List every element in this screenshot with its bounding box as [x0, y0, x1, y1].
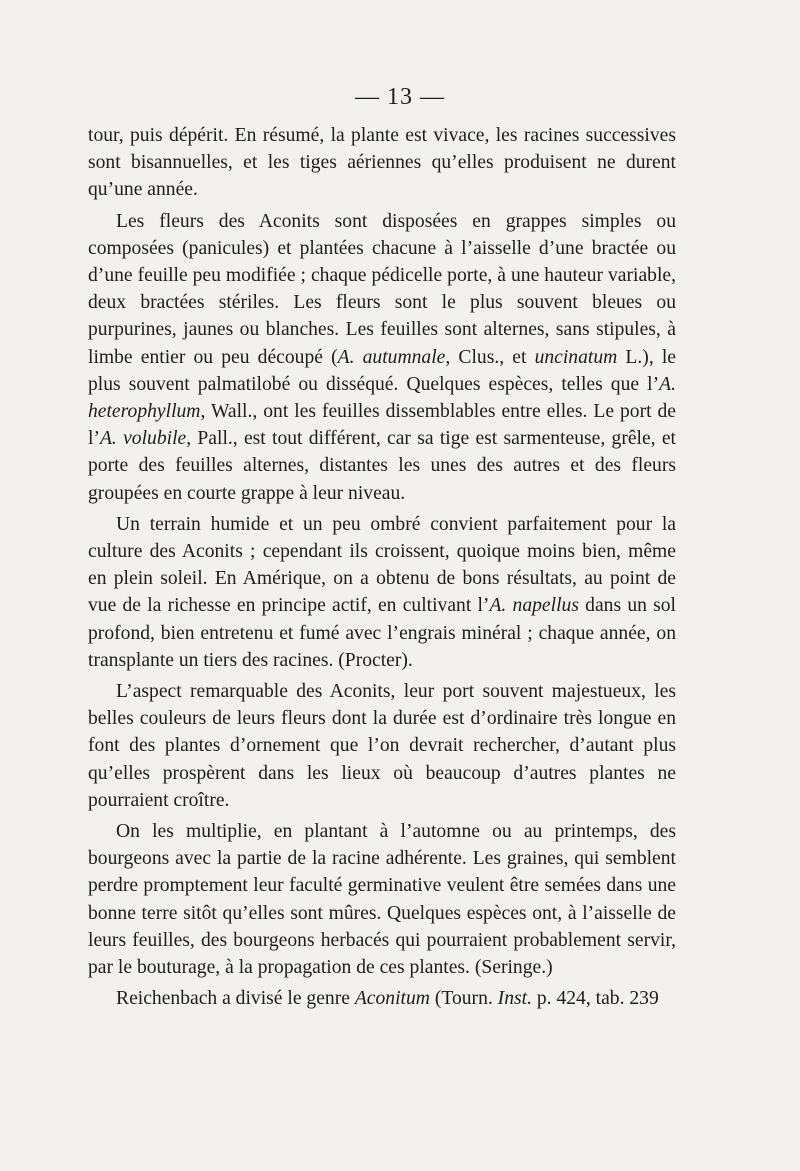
text-run: tour, puis dépérit. En résumé, la plante est vivace, les racines successives sont bisannuelles, et les tiges aériennes qu’elles produisent ne durent qu’une année. [88, 125, 676, 201]
text-run: p. 424, tab. 239 [531, 988, 659, 1010]
text-run: , Clus., et [445, 346, 535, 368]
page-number: — 13 — [355, 84, 445, 110]
italic-text: A. autumnale [337, 346, 446, 368]
text-run: L’aspect remarquable des Aconits, leur port souvent majestueux, les belles couleurs de leurs fleurs dont la durée est d’ordinaire très longue en font des plantes d’ornement que l’on devrait rechercher, d’autant plus qu’elles prospèrent dans les lieux où beaucoup d’autres plantes ne pourraient croître. [88, 681, 676, 811]
text-run: Les fleurs des Aconits sont disposées en grappes simples ou composées (panicules) et plantées chacune à l’aisselle d’une bractée ou d’une feuille peu modifiée ; chaque pédicelle porte, à une hauteur variable, deux bractées stériles. Les fleurs sont le plus souvent bleues ou purpurines, jaunes ou blanches. Les feuilles sont alternes, sans stipules, à limbe entier ou peu découpé ( [88, 210, 676, 368]
text-run: Un terrain humide et un peu ombré convient parfaitement pour la culture des Aconits ; cependant ils croissent, quoique moins bien, même en plein soleil. En Amérique, on a obtenu de bons résultats, au point de vue de la richesse en principe actif, en cultivant l’ [88, 513, 676, 617]
text-run: On les multiplie, en plantant à l’automne ou au printemps, des bourgeons avec la partie de la racine adhérente. Les graines, qui semblent perdre promptement leur faculté germinative veulent être semées dans une bonne terre sitôt qu’elles sont mûres. Quelques espèces ont, à l’aisselle de leurs feuilles, des bourgeons herbacés qui pourraient probablement servir, par le bouturage, à la propagation de ces plantes. (Seringe.) [88, 821, 676, 979]
text-run: Reichenbach a divisé le genre [116, 988, 355, 1010]
paragraph [88, 678, 676, 814]
text-run: , Pall., est tout différent, car sa tige est sarmenteuse, grêle, et porte des feuilles alternes, distantes les unes des autres et des fleurs groupées en courte grappe à leur niveau. [88, 428, 676, 504]
paragraph [88, 985, 676, 1012]
italic-text: A. napellus [489, 595, 579, 617]
italic-text: A. volubile [99, 428, 187, 450]
paragraph [88, 122, 676, 204]
italic-text: A. heterophyllum [88, 373, 676, 423]
body-text [88, 122, 676, 1017]
italic-text: Inst. [497, 988, 532, 1010]
text-run: , Wall., ont les feuilles dissemblables entre elles. Le port de l’ [88, 401, 676, 450]
paragraph [88, 208, 676, 507]
italic-text: uncinatum [534, 346, 618, 368]
text-run: (Tourn. [429, 988, 498, 1010]
text-run: L.), le plus souvent palmatilobé ou disséqué. Quelques espèces, telles que l’ [88, 346, 676, 395]
paragraph [88, 511, 676, 674]
text-run: dans un sol profond, bien entretenu et fumé avec l’engrais minéral ; chaque année, on transplante un tiers des racines. (Procter). [88, 595, 676, 671]
paragraph [88, 818, 676, 981]
italic-text: Aconitum [354, 988, 430, 1010]
